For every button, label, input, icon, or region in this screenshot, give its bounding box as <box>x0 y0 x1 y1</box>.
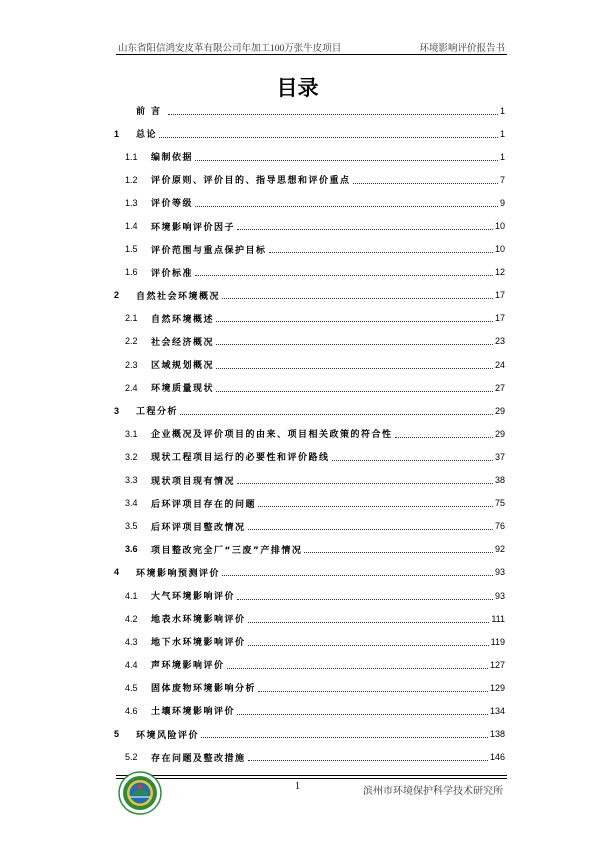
toc-leader-dots <box>195 274 493 276</box>
toc-entry[interactable] <box>114 284 505 307</box>
toc-leader-dots <box>216 390 493 392</box>
toc-entry-page: 93 <box>494 567 505 578</box>
toc-entry[interactable] <box>114 353 505 376</box>
toc-leader-dots <box>248 621 490 623</box>
toc-entry-title: 环境风险评价 <box>136 730 200 741</box>
toc-entry-page: 93 <box>494 590 505 601</box>
toc-entry-page: 38 <box>494 475 505 486</box>
toc-entry-number: 3.2 <box>125 451 138 462</box>
toc-entry-title: 总论 <box>136 130 158 141</box>
toc-entry[interactable] <box>114 584 505 607</box>
toc-entry-page: 10 <box>494 244 505 255</box>
toc-entry-title: 区域规划概况 <box>151 361 215 372</box>
toc-entry-number: 3.6 <box>125 544 138 555</box>
toc-entry-page: 29 <box>494 405 505 416</box>
toc-entry-page: 75 <box>494 498 505 509</box>
toc-leader-dots <box>216 367 493 369</box>
toc-leader-dots <box>222 574 493 576</box>
toc-entry-number: 3.1 <box>125 428 138 439</box>
footer-rule-thin <box>116 778 507 779</box>
header-project-title: 山东省阳信鸿安皮革有限公司年加工100万张牛皮项目 <box>118 44 342 54</box>
toc-leader-dots <box>248 759 488 761</box>
toc-entry-title: 存在问题及整改措施 <box>151 753 246 764</box>
toc-entry-number: 5.2 <box>125 752 138 763</box>
toc-entry-page: 29 <box>494 428 505 439</box>
toc-entry-number: 4.4 <box>125 659 138 670</box>
toc-entry-page: 9 <box>499 197 505 208</box>
page-title: 目录 <box>276 76 319 100</box>
toc-entry-title: 声环境影响评价 <box>151 661 225 672</box>
toc-entry-title: 工程分析 <box>136 407 179 418</box>
toc-entry[interactable] <box>114 746 505 769</box>
toc-entry-page: 1 <box>499 128 505 139</box>
toc-entry-number: 4.5 <box>125 682 138 693</box>
footer-organization: 滨州市环境保护科学技术研究所 <box>363 786 503 797</box>
toc-leader-dots <box>222 297 493 299</box>
table-of-contents <box>114 99 505 769</box>
toc-leader-dots <box>258 690 488 692</box>
toc-entry-page: 134 <box>489 705 505 716</box>
toc-entry[interactable] <box>114 676 505 699</box>
toc-entry-page: 23 <box>494 336 505 347</box>
toc-leader-dots <box>237 482 493 484</box>
toc-entry-page: 92 <box>494 544 505 555</box>
toc-entry-title: 环境质量现状 <box>151 384 215 395</box>
toc-entry-number: 4.3 <box>125 636 138 647</box>
toc-entry-number: 2.2 <box>125 336 138 347</box>
toc-entry-page: 1 <box>499 105 505 116</box>
toc-entry-number: 1.6 <box>125 267 138 278</box>
toc-entry-title: 现状工程项目运行的必要性和评价路线 <box>151 453 330 464</box>
toc-entry-page: 27 <box>494 382 505 393</box>
toc-entry-number: 2.4 <box>125 382 138 393</box>
toc-leader-dots <box>353 182 498 184</box>
toc-entry[interactable] <box>114 145 505 168</box>
toc-entry[interactable] <box>114 399 505 422</box>
toc-entry-title: 后环评项目整改情况 <box>151 522 246 533</box>
toc-leader-dots <box>237 598 493 600</box>
toc-entry-page: 7 <box>499 174 505 185</box>
toc-leader-dots <box>216 343 493 345</box>
institute-logo-icon <box>118 771 162 815</box>
toc-entry-number: 3.3 <box>125 475 138 486</box>
toc-entry-page: 76 <box>494 521 505 532</box>
footer-page-number: 1 <box>295 781 300 792</box>
toc-leader-dots <box>237 713 488 715</box>
toc-entry-number: 5 <box>114 729 120 740</box>
footer-rule <box>116 775 507 776</box>
toc-entry-number: 4.6 <box>125 705 138 716</box>
toc-entry-page: 119 <box>490 636 505 647</box>
toc-entry-title: 环境影响评价因子 <box>151 222 236 233</box>
toc-entry[interactable] <box>114 191 505 214</box>
toc-entry[interactable] <box>114 168 505 191</box>
toc-entry[interactable] <box>114 538 505 561</box>
toc-entry-number: 1.2 <box>125 174 138 185</box>
toc-leader-dots <box>248 644 489 646</box>
toc-entry-number: 1.3 <box>125 197 138 208</box>
toc-entry-title: 土壤环境影响评价 <box>151 707 236 718</box>
toc-entry-number: 1.4 <box>125 221 138 232</box>
toc-entry-page: 17 <box>494 290 505 301</box>
toc-entry[interactable] <box>114 607 505 630</box>
toc-entry-page: 138 <box>489 729 505 740</box>
toc-entry-page: 12 <box>494 267 505 278</box>
toc-entry-number: 4.1 <box>125 590 138 601</box>
toc-entry-number: 1 <box>114 128 120 139</box>
toc-entry[interactable] <box>114 238 505 261</box>
toc-leader-dots <box>168 113 498 115</box>
toc-entry-page: 17 <box>494 313 505 324</box>
toc-entry-title: 固体废物环境影响分析 <box>151 684 257 695</box>
toc-entry-number: 1.5 <box>125 244 138 255</box>
toc-leader-dots <box>201 736 488 738</box>
toc-entry-number: 3 <box>114 405 120 416</box>
toc-entry-page: 111 <box>491 613 505 624</box>
toc-entry[interactable] <box>114 492 505 515</box>
header-report-type: 环境影响评价报告书 <box>419 44 505 54</box>
toc-entry-title: 评价范围与重点保护目标 <box>151 245 267 256</box>
toc-leader-dots <box>269 251 493 253</box>
toc-entry-page: 129 <box>489 682 505 693</box>
header-rule <box>116 54 507 55</box>
toc-entry[interactable] <box>114 699 505 722</box>
toc-entry[interactable] <box>114 515 505 538</box>
toc-entry-title: 评价原则、评价目的、指导思想和评价重点 <box>151 176 351 187</box>
toc-leader-dots <box>304 551 493 553</box>
toc-entry-page: 127 <box>489 659 505 670</box>
toc-entry-page: 24 <box>494 359 505 370</box>
toc-entry-number: 4.2 <box>125 613 138 624</box>
toc-entry-title: 大气环境影响评价 <box>151 592 236 603</box>
toc-entry-page: 10 <box>494 221 505 232</box>
toc-entry-title: 评价等级 <box>151 199 194 210</box>
toc-leader-dots <box>248 528 493 530</box>
toc-leader-dots <box>180 413 493 415</box>
toc-entry[interactable] <box>114 307 505 330</box>
toc-entry-number: 2 <box>114 290 120 301</box>
toc-entry-number: 4 <box>114 567 120 578</box>
toc-entry-title: 地表水环境影响评价 <box>151 615 246 626</box>
toc-entry-page: 37 <box>494 451 505 462</box>
toc-entry[interactable] <box>114 99 505 122</box>
toc-leader-dots <box>395 436 493 438</box>
toc-entry-title: 评价标准 <box>151 268 194 279</box>
toc-entry-page: 1 <box>499 151 505 162</box>
toc-leader-dots <box>332 459 493 461</box>
toc-leader-dots <box>216 320 493 322</box>
toc-entry[interactable] <box>114 122 505 145</box>
toc-entry[interactable] <box>114 653 505 676</box>
toc-entry-title: 项目整改完全厂“三废”产排情况 <box>151 545 303 556</box>
toc-entry-title: 自然社会环境概况 <box>136 291 221 302</box>
toc-leader-dots <box>195 205 498 207</box>
toc-entry-number: 3.5 <box>125 521 138 532</box>
toc-entry[interactable] <box>114 723 505 746</box>
toc-entry[interactable] <box>114 214 505 237</box>
toc-entry[interactable] <box>114 261 505 284</box>
toc-entry-number: 3.4 <box>125 498 138 509</box>
toc-leader-dots <box>237 228 493 230</box>
toc-entry-title: 编制依据 <box>151 153 194 164</box>
toc-entry-number: 1.1 <box>125 151 138 162</box>
toc-entry-title: 地下水环境影响评价 <box>151 638 246 649</box>
toc-entry[interactable] <box>114 630 505 653</box>
toc-entry[interactable] <box>114 445 505 468</box>
toc-entry-title: 企业概况及评价项目的由来、项目相关政策的符合性 <box>151 430 393 441</box>
toc-entry-title: 现状项目现有情况 <box>151 476 236 487</box>
toc-leader-dots <box>227 667 488 669</box>
toc-entry-page: 146 <box>489 752 505 763</box>
toc-entry-title: 后环评项目存在的问题 <box>151 499 257 510</box>
toc-leader-dots <box>195 159 498 161</box>
toc-entry-title: 环境影响预测评价 <box>136 568 221 579</box>
toc-leader-dots <box>258 505 493 507</box>
toc-entry-title: 社会经济概况 <box>151 337 215 348</box>
toc-entry[interactable] <box>114 376 505 399</box>
toc-entry-title: 前言 <box>136 107 167 118</box>
toc-entry-number: 2.3 <box>125 359 138 370</box>
toc-leader-dots <box>159 136 498 138</box>
toc-entry[interactable] <box>114 469 505 492</box>
toc-entry[interactable] <box>114 422 505 445</box>
toc-entry[interactable] <box>114 330 505 353</box>
toc-entry-title: 自然环境概述 <box>151 314 215 325</box>
toc-entry-number: 2.1 <box>125 313 138 324</box>
toc-entry[interactable] <box>114 561 505 584</box>
